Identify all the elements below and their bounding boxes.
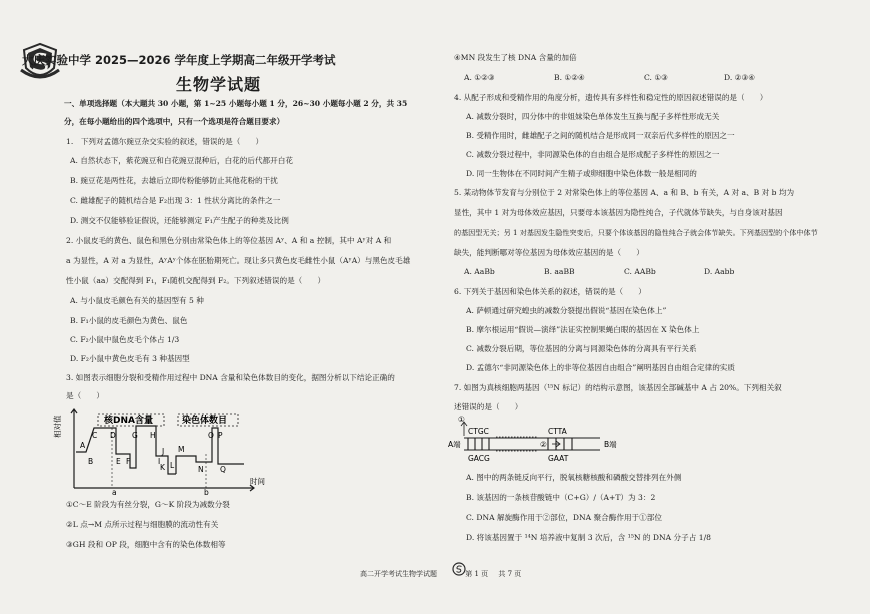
q2-option-a: A. 与小鼠皮毛颜色有关的基因型有 5 种 [70,296,204,305]
q4-option-b: B. 受精作用时，雌雄配子之间的随机结合是形成同一双亲后代多样性的原因之一 [466,131,735,140]
q3-choice-d: D. ②③④ [724,73,756,82]
q3-choice-b: B. ①②④ [554,73,585,82]
footer-exam-name: 高二开学考试生物学试题 [360,570,437,578]
q6-option-a: A. 萨顿通过研究蝗虫的减数分裂提出假说“基因在染色体上” [466,306,667,315]
q7-option-b: B. 该基因的一条核苷酸链中（C+G）/（A+T）为 3：2 [466,493,656,502]
q3-statement-1: ①C～E 阶段为有丝分裂，G～K 阶段为减数分裂 [66,500,230,509]
section-heading: 一、单项选择题（本大题共 30 小题，第 1~25 小题每小题 1 分，26~30 小题每小题 2 分，共 35 [64,99,408,108]
q1-option-c: C. 雌雄配子的随机结合是 F₂出现 3：1 性状分离比的条件之一 [70,196,281,205]
q7-mark-2: ② [540,440,547,449]
q3-choice-a: A. ①②③ [464,73,495,82]
q7-end-b: B端 [604,440,617,449]
q3-letter-a: A [80,441,86,450]
q3-letter-f: F [126,457,131,466]
q5-choice-c: C. AABb [624,267,656,276]
q3-line1: 3. 如图表示细胞分裂和受精作用过程中 DNA 含量和染色体数目的变化，据图分析以下结论正确的 [66,373,395,382]
q4-option-a: A. 减数分裂时，四分体中的非姐妹染色单体发生互换与配子多样性形成无关 [466,112,720,121]
q3-statement-3: ③GH 段和 OP 段，细胞中含有的染色体数相等 [66,540,226,549]
q3-letter-h: H [150,431,156,440]
q3-letter-d: D [110,431,116,440]
q3-label-chrom: 染色体数目 [182,416,228,426]
q2-line2: a 为显性，A 对 a 为显性，AʸAʸ个体在胚胎期死亡。现让多只黄色皮毛雌性小鼠（AʸA）与黑色皮毛雄 [66,256,411,265]
q7-top-right-bases: CTTA [548,427,567,436]
q3-letter-q: Q [220,465,226,474]
q5-line1: 5. 某动物体节发育与分别位于 2 对常染色体上的等位基因 A、a 和 B、b 有关，A 对 a、B 对 b 均为 [454,188,795,197]
q3-letter-e: E [116,457,121,466]
q6-option-b: B. 摩尔根运用“假说—演绎”法证实控制果蝇白眼的基因在 X 染色体上 [466,325,700,334]
q5-line3: 的基因型无关；另 1 对基因发生隐性突变后，只要个体该基因的隐性纯合子就会体节缺失。下列基因型的个体中体节 [454,228,818,237]
q7-bottom-right-bases: GAAT [548,454,569,463]
q3-letter-c: C [92,431,98,440]
footer-page-number: 第 1 页 [465,570,489,578]
q3-letter-l: L [170,461,175,470]
q6-stem: 6. 下列关于基因和染色体关系的叙述，错误的是（ ） [454,287,646,296]
q5-line2: 显性，其中 1 对为母体效应基因，只要母本该基因为隐性纯合，子代就体节缺失，与自身该对基因 [454,208,783,217]
q7-mark-1: ① [458,415,465,424]
q3-xlabel: 时间 [250,477,265,486]
q3-letter-p: P [218,431,223,440]
q3-letter-lower-b: b [204,488,209,497]
q7-top-left-bases: CTGC [468,427,489,436]
q3-label-dna: 核DNA含量 [104,416,153,426]
page-footer [360,569,529,579]
q3-dna-chromosome-graph [53,404,274,497]
q1-option-a: A. 自然状态下，紫花豌豆和白花豌豆混种后，白花的后代都开白花 [70,156,293,165]
q7-option-d: D. 将该基因置于 ¹⁴N 培养液中复制 3 次后，含 ¹⁵N 的 DNA 分子占 1/8 [466,533,711,542]
exam-subject-title: 生物学试题 [176,75,262,94]
section-heading-cont: 分，在每小题给出的四个选项中，只有一个选项是符合题目要求） [64,117,285,126]
q1-option-d: D. 测交不仅能够验证假说，还能够测定 F₁产生配子的种类及比例 [70,216,289,225]
q2-option-b: B. F₁小鼠的皮毛颜色为黄色、鼠色 [70,316,188,325]
q3-letter-k: K [160,463,165,472]
q2-line3: 性小鼠（aa）交配得到 F₁，F₁随机交配得到 F₂。下列叙述错误的是（ ） [66,276,326,285]
q3-letter-m: M [178,445,185,454]
q5-choice-b: B. aaBB [544,267,575,276]
q1-stem: 1. 下列对孟德尔豌豆杂交实验的叙述，错误的是（ ） [66,137,264,146]
q3-line2: 是（ ） [66,391,104,400]
q7-line1: 7. 如图为真核细胞两基因（¹⁵N 标记）的结构示意图，该基因全部碱基中 A 占 20%。下列相关叙 [454,383,782,392]
q2-option-c: C. F₂小鼠中鼠色皮毛个体占 1/3 [70,335,180,344]
q3-letter-n: N [198,465,204,474]
q7-bottom-left-bases: GACG [468,454,490,463]
q3-letter-j: J [162,447,165,456]
q4-stem: 4. 从配子形成和受精作用的角度分析，遗传具有多样性和稳定性的原因叙述错误的是（ ） [454,93,768,102]
q4-option-d: D. 同一生物体在不同时间产生精子或卵细胞中染色体数一般是相同的 [466,169,697,178]
q6-option-d: D. 孟德尔“非同源染色体上的非等位基因自由组合”阐明基因自由组合定律的实质 [466,363,735,372]
q3-letter-g: G [132,431,138,440]
q3-statement-4: ④MN 段发生了核 DNA 含量的加倍 [454,53,577,62]
q5-choice-d: D. Aabb [704,267,735,276]
exam-title: 大庆实验中学 2025—2026 学年度上学期高二年级开学考试 [22,53,336,67]
q7-line2: 述错误的是（ ） [454,402,523,411]
q3-letter-b: B [88,457,94,466]
q2-line1: 2. 小鼠皮毛的黄色、鼠色和黑色分别由常染色体上的等位基因 Aʸ、A 和 a 控制，其中 Aʸ对 A 和 [66,236,392,245]
q3-ylabel: 相对值 [53,415,62,438]
q2-option-d: D. F₂小鼠中黄色皮毛有 3 种基因型 [70,354,190,363]
q7-option-c: C. DNA 解旋酶作用于②部位，DNA 聚合酶作用于①部位 [466,513,662,522]
q3-statement-2: ②L 点→M 点所示过程与细胞膜的流动性有关 [66,520,219,529]
q5-line4: 缺失，能判断哪对等位基因为母体效应基因的是（ ） [454,248,644,257]
q5-choice-a: A. AaBb [464,267,495,276]
q3-choice-c: C. ①③ [644,73,668,82]
q7-option-a: A. 图中的两条链反向平行，脱氧核糖核酸和磷酸交替排列在外侧 [466,473,682,482]
q3-letter-o: O [208,431,214,440]
q4-option-c: C. 减数分裂过程中，非同源染色体的自由组合是形成配子多样性的原因之一 [466,150,720,159]
q7-end-a: A端 [448,440,461,449]
q7-gene-structure-diagram [448,414,628,470]
q3-letter-lower-a: a [112,488,117,497]
q6-option-c: C. 减数分裂后期，等位基因的分离与同源染色体的分离具有平行关系 [466,344,697,353]
footer-total-pages: 共 7 页 [498,570,522,578]
q3-letter-i: I [158,457,161,466]
q1-option-b: B. 豌豆花是两性花，去雄后立即传粉能够防止其他花粉的干扰 [70,176,278,185]
